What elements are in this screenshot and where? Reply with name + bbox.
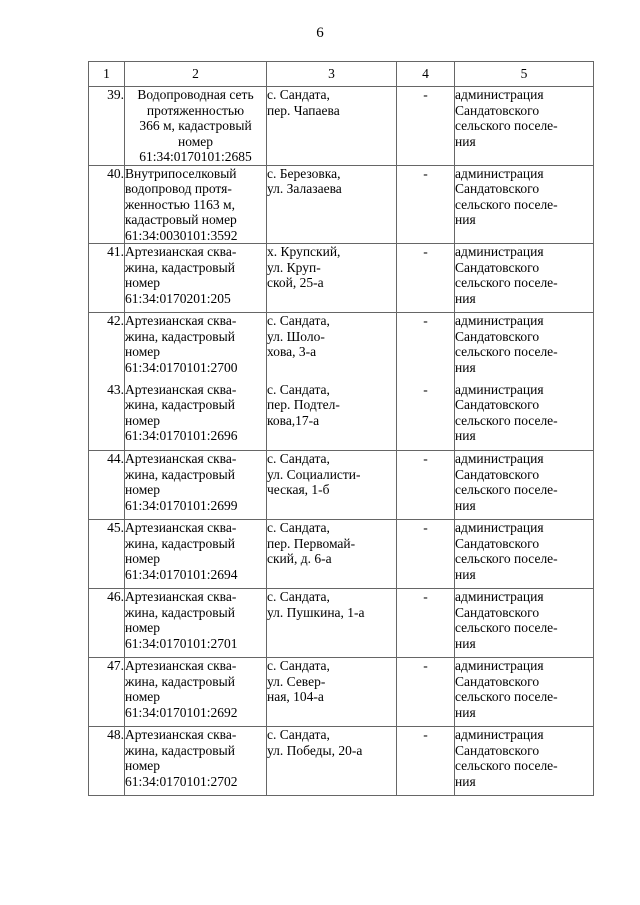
column-header-5: 5 bbox=[455, 62, 594, 87]
page-number: 6 bbox=[316, 25, 324, 41]
row-number: 47. bbox=[89, 658, 125, 727]
column-4-value: - bbox=[397, 382, 455, 451]
column-header-3: 3 bbox=[267, 62, 397, 87]
column-4-value: - bbox=[397, 520, 455, 589]
table-row bbox=[89, 165, 594, 244]
column-4-value: - bbox=[397, 313, 455, 382]
registry-table bbox=[88, 61, 594, 796]
object-name: Артезианская сква- жина, кадастровый номер 61:34:0170101:2700 bbox=[125, 313, 267, 382]
owner-name: администрация Сандатовского сельского поселе- ния bbox=[455, 313, 594, 382]
object-name: Водопроводная сеть протяженностью 366 м, кадастровый номер 61:34:0170101:2685 bbox=[125, 87, 267, 166]
column-4-value: - bbox=[397, 165, 455, 244]
owner-name: администрация Сандатовского сельского поселе- ния bbox=[455, 520, 594, 589]
column-header-2: 2 bbox=[125, 62, 267, 87]
table-row bbox=[89, 313, 594, 382]
table-row bbox=[89, 244, 594, 313]
column-4-value: - bbox=[397, 244, 455, 313]
row-number: 41. bbox=[89, 244, 125, 313]
column-4-value: - bbox=[397, 451, 455, 520]
row-number: 44. bbox=[89, 451, 125, 520]
table-header-row bbox=[89, 62, 594, 87]
row-number: 42. bbox=[89, 313, 125, 382]
row-number: 43. bbox=[89, 382, 125, 451]
table-row bbox=[89, 382, 594, 451]
column-header-1: 1 bbox=[89, 62, 125, 87]
owner-name: администрация Сандатовского сельского поселе- ния bbox=[455, 727, 594, 796]
owner-name: администрация Сандатовского сельского поселе- ния bbox=[455, 244, 594, 313]
object-address: с. Сандата, ул. Победы, 20-а bbox=[267, 727, 397, 796]
object-name: Артезианская сква- жина, кадастровый номер 61:34:0170101:2696 bbox=[125, 382, 267, 451]
object-address: с. Сандата, ул. Север- ная, 104-а bbox=[267, 658, 397, 727]
object-address: с. Сандата, ул. Социалисти- ческая, 1-б bbox=[267, 451, 397, 520]
table-row bbox=[89, 589, 594, 658]
object-address: с. Сандата, ул. Пушкина, 1-а bbox=[267, 589, 397, 658]
object-name: Внутрипоселковый водопровод протя- женностью 1163 м, кадастровый номер 61:34:0030101:3592 bbox=[125, 165, 267, 244]
owner-name: администрация Сандатовского сельского поселе- ния bbox=[455, 165, 594, 244]
row-number: 39. bbox=[89, 87, 125, 166]
owner-name: администрация Сандатовского сельского поселе- ния bbox=[455, 87, 594, 166]
owner-name: администрация Сандатовского сельского поселе- ния bbox=[455, 589, 594, 658]
object-address: с. Сандата, пер. Первомай- ский, д. 6-а bbox=[267, 520, 397, 589]
column-4-value: - bbox=[397, 87, 455, 166]
object-name: Артезианская сква- жина, кадастровый номер 61:34:0170101:2694 bbox=[125, 520, 267, 589]
column-4-value: - bbox=[397, 727, 455, 796]
object-address: с. Сандата, ул. Шоло- хова, 3-а bbox=[267, 313, 397, 382]
object-address: с. Сандата, пер. Чапаева bbox=[267, 87, 397, 166]
column-4-value: - bbox=[397, 589, 455, 658]
object-address: с. Сандата, пер. Подтел- кова,17-а bbox=[267, 382, 397, 451]
owner-name: администрация Сандатовского сельского поселе- ния bbox=[455, 658, 594, 727]
object-name: Артезианская сква- жина, кадастровый номер 61:34:0170101:2699 bbox=[125, 451, 267, 520]
table-body bbox=[89, 87, 594, 796]
table-row bbox=[89, 727, 594, 796]
column-header-4: 4 bbox=[397, 62, 455, 87]
table-row bbox=[89, 87, 594, 166]
row-number: 46. bbox=[89, 589, 125, 658]
object-name: Артезианская сква- жина, кадастровый номер 61:34:0170101:2701 bbox=[125, 589, 267, 658]
object-address: с. Березовка, ул. Залазаева bbox=[267, 165, 397, 244]
table-row bbox=[89, 451, 594, 520]
object-address: х. Крупский, ул. Круп- ской, 25-а bbox=[267, 244, 397, 313]
object-name: Артезианская сква- жина, кадастровый номер 61:34:0170201:205 bbox=[125, 244, 267, 313]
row-number: 45. bbox=[89, 520, 125, 589]
row-number: 40. bbox=[89, 165, 125, 244]
column-4-value: - bbox=[397, 658, 455, 727]
object-name: Артезианская сква- жина, кадастровый номер 61:34:0170101:2692 bbox=[125, 658, 267, 727]
table-row bbox=[89, 658, 594, 727]
owner-name: администрация Сандатовского сельского поселе- ния bbox=[455, 451, 594, 520]
table-row bbox=[89, 520, 594, 589]
owner-name: администрация Сандатовского сельского поселе- ния bbox=[455, 382, 594, 451]
object-name: Артезианская сква- жина, кадастровый номер 61:34:0170101:2702 bbox=[125, 727, 267, 796]
row-number: 48. bbox=[89, 727, 125, 796]
